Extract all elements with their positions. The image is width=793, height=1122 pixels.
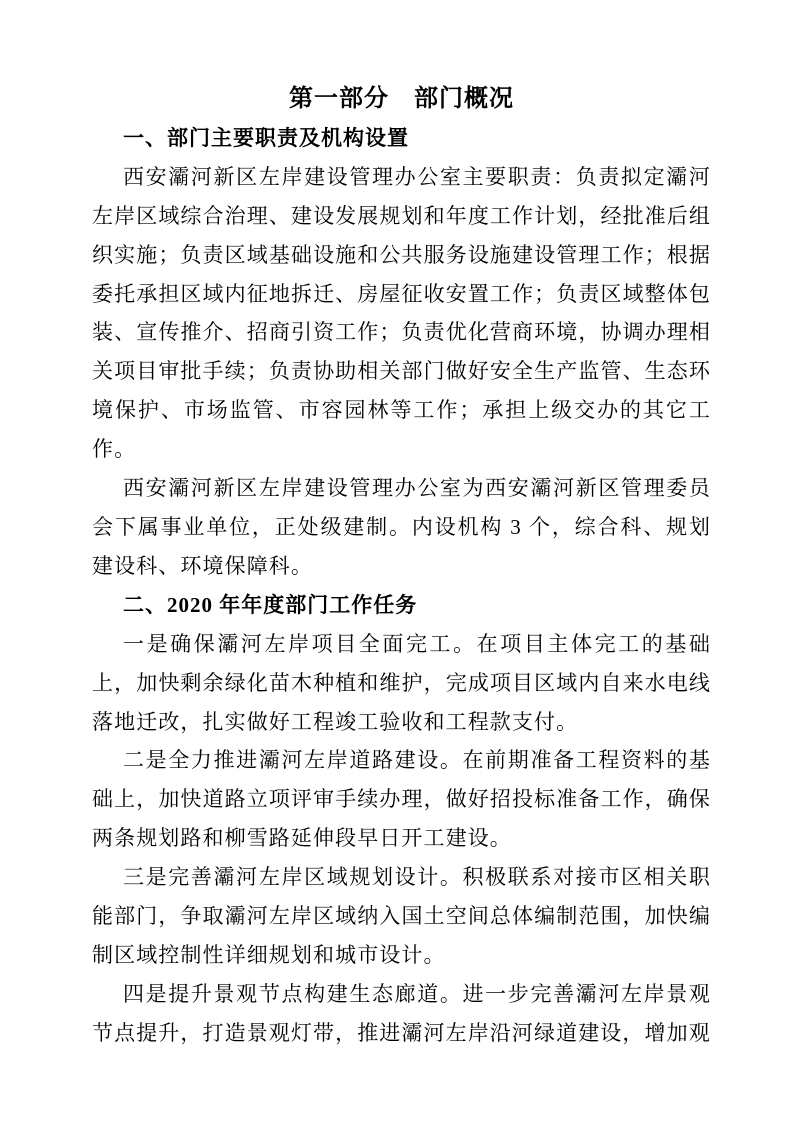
paragraph-task-3: 三是完善灞河左岸区域规划设计。积极联系对接市区相关职能部门，争取灞河左岸区域纳入国土空间总体编制范围，加快编制区域控制性详细规划和城市设计。: [92, 865, 711, 967]
page-title: 第一部分 部门概况: [289, 86, 514, 112]
paragraph-duties: 西安灞河新区左岸建设管理办公室主要职责：负责拟定灞河左岸区域综合治理、建设发展规划和年度工作计划，经批准后组织实施；负责区域基础设施和公共服务设施建设管理工作；根据委托承担区域内征地拆迁、房屋征收安置工作；负责区域整体包装、宣传推介、招商引资工作；负责优化营商环境，协调办理相关项目审批手续；负责协助相关部门做好安全生产监管、生态环境保护、市场监管、市容园林等工作；承担上级交办的其它工作。: [92, 164, 711, 462]
paragraph-task-1: 一是确保灞河左岸项目全面完工。在项目主体完工的基础上，加快剩余绿化苗木种植和维护，完成项目区域内自来水电线落地迁改，扎实做好工程竣工验收和工程款支付。: [92, 631, 711, 734]
paragraph-organization: 西安灞河新区左岸建设管理办公室为西安灞河新区管理委员会下属事业单位，正处级建制。内设机构 3 个，综合科、规划建设科、环境保障科。: [92, 476, 711, 578]
paragraph-task-4-truncated: 四是提升景观节点构建生态廊道。进一步完善灞河左岸景观节点提升，打造景观灯带，推进灞河左岸沿河绿道建设，增加观: [92, 981, 711, 1045]
section-heading-duties: 一、部门主要职责及机构设置: [123, 125, 409, 150]
paragraph-task-2: 二是全力推进灞河左岸道路建设。在前期准备工程资料的基础上，加快道路立项评审手续办理，做好招投标准备工作，确保两条规划路和柳雪路延伸段早日开工建设。: [92, 748, 711, 851]
section-heading-2020-tasks: 二、2020 年年度部门工作任务: [123, 592, 418, 617]
document-content: [92, 80, 711, 1053]
